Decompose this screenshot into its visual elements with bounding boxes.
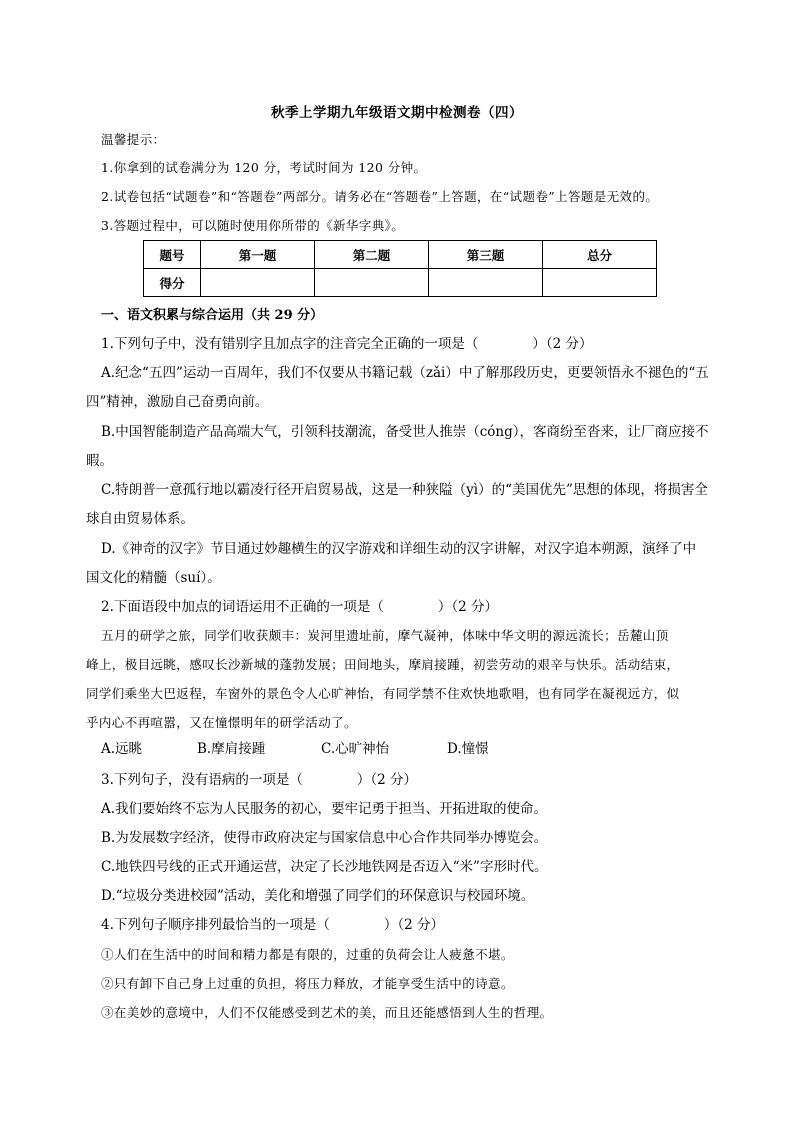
passage-line: 同学们乘坐大巴返程，车窗外的景色令人心旷神怡，有同学禁不住欢快地歌唱，也有同学在凝视远方，似 (86, 686, 680, 701)
header-cell: 总分 (543, 241, 657, 269)
option-d: D.憧憬 (447, 741, 489, 757)
tip-item: 1.你拿到的试卷满分为 120 分，考试时间为 120 分钟。 (101, 160, 427, 175)
option-line: D.《神奇的汉字》节目通过妙趣横生的汉字游戏和详细生动的汉字讲解，对汉字追本朔源，演绎了中 (101, 541, 697, 557)
score-cell[interactable] (543, 269, 657, 297)
score-cell[interactable] (429, 269, 543, 297)
sentence-line: ②只有卸下自己身上过重的负担，将压力释放，才能享受生活中的诗意。 (101, 976, 514, 991)
sentence-line: ③在美妙的意境中，人们不仅能感受到艺术的美，而且还能感悟到人生的哲理。 (101, 1005, 553, 1020)
score-cell[interactable] (201, 269, 315, 297)
tips-heading: 温馨提示： (101, 132, 166, 147)
option-a: A.远眺 (101, 741, 143, 757)
header-cell: 第二题 (315, 241, 429, 269)
header-cell: 题号 (144, 241, 201, 269)
option-line: B.为发展数字经济，使得市政府决定与国家信息中心合作共同举办博览会。 (101, 830, 548, 846)
score-cell[interactable] (315, 269, 429, 297)
option-c: C.心旷神怡 (321, 741, 390, 757)
header-cell: 第一题 (201, 241, 315, 269)
option-b: B.摩肩接踵 (197, 741, 266, 757)
question-stem: 1.下列句子中，没有错别字且加点字的注音完全正确的一项是（ ）（2 分） (101, 336, 593, 352)
header-cell: 第三题 (429, 241, 543, 269)
option-line: A.我们要始终不忘为人民服务的初心，要牢记勇于担当、开拓进取的使命。 (101, 801, 548, 817)
passage-line: 乎内心不再喧嚣，又在憧憬明年的研学活动了。 (86, 715, 357, 730)
question-stem: 2.下面语段中加点的词语运用不正确的一项是（ ）（2 分） (101, 599, 499, 615)
option-line: D.“垃圾分类进校园”活动，美化和增强了同学们的环保意识与校园环境。 (101, 888, 535, 904)
score-table-row (144, 269, 657, 297)
option-line: 四”精神，激励自己奋勇向前。 (86, 394, 269, 410)
option-line: B.中国智能制造产品高端大气，引领科技潮流，备受世人推崇（cóng），客商纷至沓来，让厂商应接不 (101, 424, 709, 440)
tip-item: 3.答题过程中，可以随时使用你所带的《新华字典》。 (101, 218, 405, 233)
tip-item: 2.试卷包括“试题卷”和“答题卷”两部分。请务必在“答题卷”上答题，在“试题卷”上答题是无效的。 (101, 189, 659, 204)
option-line: 球自由贸易体系。 (86, 511, 194, 527)
question-stem: 4.下列句子顺序排列最恰当的一项是（ ）（2 分） (101, 917, 445, 933)
question-stem: 3.下列句子，没有语病的一项是（ ）（2 分） (101, 772, 418, 788)
option-line: 国文化的精髓（suí）。 (86, 570, 221, 586)
sentence-line: ①人们在生活中的时间和精力都是有限的，过重的负荷会让人疲惫不堪。 (101, 947, 514, 962)
passage-line: 五月的研学之旅，同学们收获颇丰：炭河里遗址前，摩气凝神，体味中华文明的源远流长；岳麓山顶 (101, 628, 669, 643)
option-line: A.纪念“五四”运动一百周年，我们不仅要从书籍记载（zǎi）中了解那段历史，更要领悟永不褪色的“五 (101, 365, 709, 381)
page-title: 秋季上学期九年级语文期中检测卷（四） (271, 105, 523, 121)
score-table-header-row (144, 241, 657, 269)
option-line: 暇。 (86, 453, 113, 469)
score-table (143, 240, 657, 297)
passage-line: 峰上，极目远眺，感叹长沙新城的蓬勃发展；田间地头，摩肩接踵，初尝劳动的艰辛与快乐。活动结束， (86, 657, 680, 672)
row-label-cell: 得分 (144, 269, 201, 297)
option-line: C.特朗普一意孤行地以霸凌行径开启贸易战，这是一种狭隘（yì）的“美国优先”思想的体现，将损害全 (101, 482, 708, 498)
option-line: C.地铁四号线的正式开通运营，决定了长沙地铁网是否迈入“米”字形时代。 (101, 859, 548, 875)
section-heading: 一、语文积累与综合运用（共 29 分） (101, 308, 324, 323)
